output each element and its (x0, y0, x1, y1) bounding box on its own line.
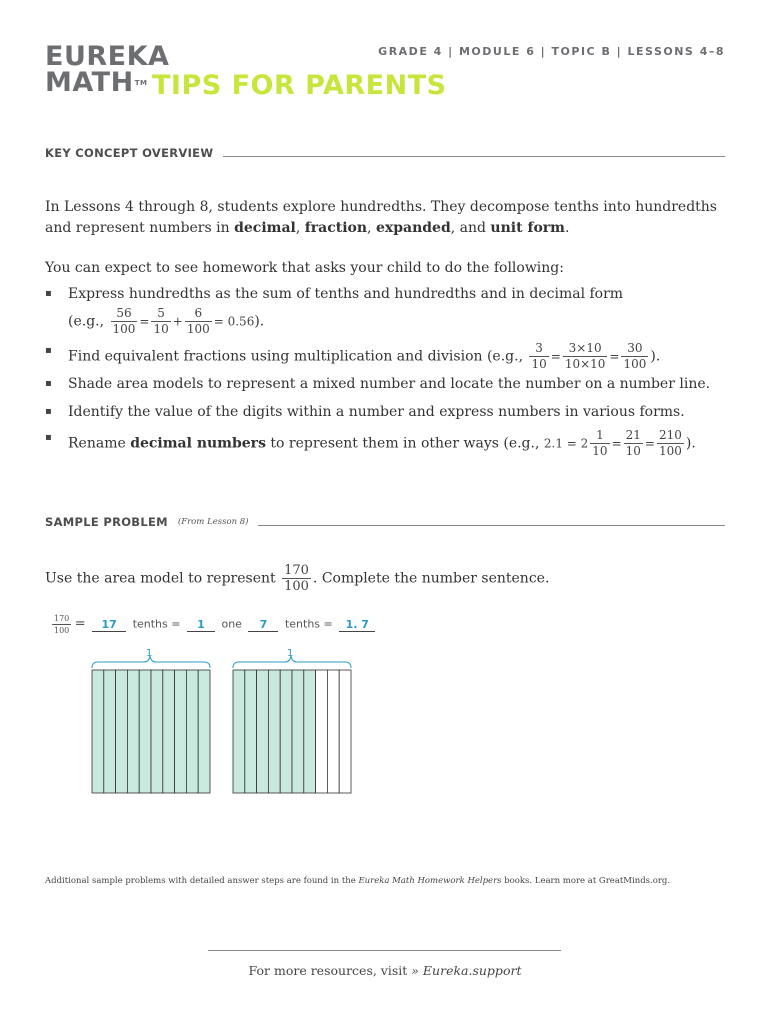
shaded-tenth (116, 670, 128, 793)
decimal-result: = 0.56 (213, 314, 255, 329)
unshaded-tenth (339, 670, 351, 793)
sample-problem-prompt (45, 563, 549, 594)
shaded-tenth (175, 670, 187, 793)
numerator: 3×10 (563, 341, 608, 357)
shaded-tenth (233, 670, 245, 793)
key-concept-title: KEY CONCEPT OVERVIEW (45, 146, 214, 160)
term-fraction: fraction (304, 220, 368, 236)
fraction-56-100 (111, 306, 138, 337)
answer-decimal: 1. 7 (339, 618, 375, 632)
bullet-identify-digits: ▪ Identify the value of the digits within a number and express numbers in various forms. (45, 402, 735, 422)
denominator: 100 (54, 626, 70, 635)
unshaded-tenth (316, 670, 328, 793)
shaded-tenth (163, 670, 175, 793)
heading-rule (223, 156, 725, 157)
bullet-5-pre: Rename (68, 435, 131, 452)
word-tenths: tenths = (132, 617, 181, 631)
term-decimal-numbers: decimal numbers (130, 435, 266, 452)
arrow-icon: » (411, 963, 419, 978)
term-decimal: decimal (234, 220, 296, 236)
tips-for-parents-title: TIPS FOR PARENTS (152, 70, 447, 101)
logo-line-math (45, 67, 169, 98)
equals-sign: = (644, 436, 655, 451)
numerator: 56 (111, 306, 138, 322)
denominator: 10 (592, 444, 608, 458)
bullet-1-close: ). (254, 313, 265, 330)
note-book-title: Eureka Math Homework Helpers (358, 876, 502, 886)
word-one: one (221, 617, 242, 631)
plus-sign: + (172, 314, 183, 329)
intro-text: In Lessons 4 through 8, students explore hundredths. They decompose tenths into hundredths and represent numbers in (45, 199, 717, 236)
grade-module-info: GRADE 4 | MODULE 6 | TOPIC B | LESSONS 4–8 (378, 45, 725, 58)
answer-7-tenths: 7 (248, 618, 278, 632)
eureka-math-logo (45, 41, 170, 98)
note-pre: Additional sample problems with detailed answer steps are found in the (45, 876, 359, 886)
eureka-support-link[interactable]: Eureka.support (422, 963, 522, 978)
shaded-tenth (198, 670, 210, 793)
answer-1-one: 1 (187, 618, 215, 632)
bullet-5-post: to represent them in other ways (e.g., (265, 435, 544, 452)
sample-problem-heading (45, 515, 725, 529)
numerator: 3 (529, 341, 548, 357)
shaded-tenth (92, 670, 104, 793)
area-model-2 (233, 670, 351, 793)
bullet-1-text: ▪ Express hundredths as the sum of tenths and hundredths and in decimal form (68, 286, 624, 302)
fraction-5-10 (151, 306, 170, 337)
fraction-3x10-10x10 (563, 341, 608, 372)
intro-comma-1: , (295, 220, 305, 236)
denominator: 100 (284, 579, 309, 594)
sample-problem-source: (From Lesson 8) (177, 517, 249, 527)
term-expanded: expanded (375, 220, 451, 236)
denominator: 100 (112, 322, 136, 336)
decimal-2-1: 2.1 = 2 (543, 436, 589, 451)
additional-problems-note (45, 876, 670, 886)
numerator: 1 (590, 428, 609, 444)
fraction-6-100 (185, 306, 212, 337)
logo-math-text: MATH (45, 67, 134, 98)
heading-rule (258, 525, 725, 526)
trademark-mark: TM (134, 79, 148, 87)
denominator: 10×10 (564, 357, 606, 371)
bullet-1-example (68, 306, 735, 337)
prompt-post: . Complete the number sentence. (312, 570, 550, 587)
intro-period: . (565, 220, 570, 236)
term-unit-form: unit form (490, 220, 565, 236)
fraction-1-10 (590, 428, 609, 459)
numerator: 170 (54, 614, 70, 623)
numerator: 21 (625, 428, 641, 442)
numerator: 210 (658, 428, 682, 442)
equals-sign: = (609, 349, 620, 364)
prompt-pre: Use the area model to represent (45, 570, 281, 587)
equals-sign: = (550, 349, 561, 364)
brace-label-second-whole: 1 (287, 648, 294, 659)
shaded-tenth (127, 670, 139, 793)
homework-expectation: You can expect to see homework that asks your child to do the following: (45, 260, 564, 276)
sample-problem-title: SAMPLE PROBLEM (45, 515, 168, 529)
denominator: 10 (625, 444, 641, 458)
intro-comma-2: , (367, 220, 376, 236)
shaded-tenth (139, 670, 151, 793)
bullet-2-text: Find equivalent fractions using multiplication and division (e.g., (68, 348, 528, 365)
fraction-210-100 (657, 428, 684, 459)
overview-intro (45, 197, 735, 239)
fraction-30-100 (621, 341, 648, 372)
bullet-2-close: ). (650, 348, 661, 365)
denominator: 100 (658, 444, 682, 458)
shaded-tenth (268, 670, 280, 793)
equals-sign: = (611, 436, 622, 451)
shaded-tenth (304, 670, 316, 793)
unshaded-tenth (327, 670, 339, 793)
word-tenths-2: tenths = (284, 617, 333, 631)
note-post: books. Learn more at GreatMinds.org. (501, 876, 671, 886)
key-concept-heading (45, 146, 725, 160)
footer-rule (208, 950, 561, 951)
denominator: 100 (623, 357, 647, 371)
bullet-equivalent-fractions (45, 341, 735, 372)
resources-footer (0, 963, 770, 978)
numerator: 30 (621, 341, 648, 357)
answer-17-tenths: 17 (92, 618, 126, 632)
logo-line-eureka: EUREKA (45, 41, 170, 72)
numerator: 5 (151, 306, 170, 322)
shaded-tenth (245, 670, 257, 793)
bullet-5-close: ). (685, 435, 696, 452)
denominator: 10 (153, 322, 169, 336)
shaded-tenth (257, 670, 269, 793)
equals-sign: = (139, 314, 150, 329)
shaded-tenth (151, 670, 163, 793)
area-model-1 (92, 670, 210, 793)
shaded-tenth (280, 670, 292, 793)
denominator: 100 (186, 322, 210, 336)
bullet-shade-area-models: ▪ Shade area models to represent a mixed number and locate the number on a number line. (45, 374, 735, 394)
fraction-170-100 (282, 563, 311, 594)
denominator: 10 (531, 357, 547, 371)
fraction-3-10 (529, 341, 548, 372)
sentence-equals: = (74, 616, 86, 632)
bullet-rename-decimals (45, 428, 735, 459)
shaded-tenth (186, 670, 198, 793)
bullet-1-eg: (e.g., (68, 313, 109, 330)
numerator: 170 (284, 563, 309, 578)
shaded-tenth (292, 670, 304, 793)
resources-pre: For more resources, visit (248, 963, 412, 978)
number-sentence (52, 613, 378, 636)
sentence-fraction-170-100 (52, 613, 71, 636)
fraction-21-10 (624, 428, 643, 459)
homework-bullet-list (45, 284, 735, 459)
intro-and: , and (450, 220, 491, 236)
brace-label-first-whole: 1 (146, 648, 153, 659)
numerator: 6 (185, 306, 212, 322)
shaded-tenth (104, 670, 116, 793)
bullet-express-hundredths (45, 284, 735, 337)
